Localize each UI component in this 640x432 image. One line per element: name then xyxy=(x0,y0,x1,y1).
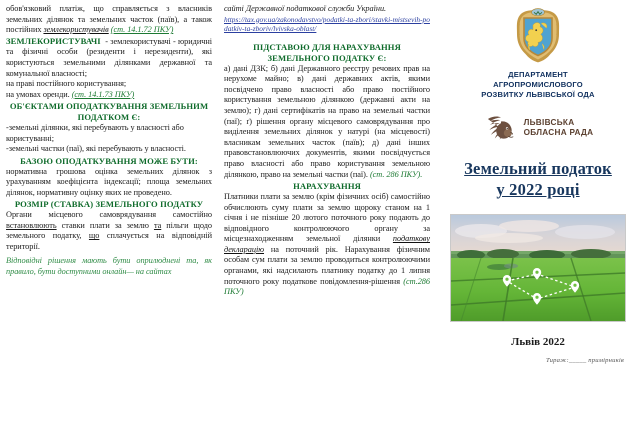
tax-declaration-link[interactable]: податкову декларацію xyxy=(224,234,430,254)
land-users-item-1: на праві постійного користування; xyxy=(6,79,127,89)
rate-text-3: пільги щодо земельного податку, xyxy=(6,220,212,241)
heading-calculation: НАРАХУВАННЯ xyxy=(293,181,361,192)
column-middle xyxy=(218,0,436,432)
column-left xyxy=(0,0,218,432)
land-users-block xyxy=(6,36,212,79)
objects-item-1: -земельні ділянки, які перебувають у власності або користуванні; xyxy=(6,122,184,143)
heading-tax-base: БАЗОЮ ОПОДАТКУВАННЯ МОЖЕ БУТИ: xyxy=(20,155,198,166)
rate-underlined-2: та xyxy=(153,220,162,230)
rate-underlined-1: встановлюють xyxy=(6,220,57,230)
intro-paragraph xyxy=(6,4,212,36)
objects-item-2: -земельні частки (паї), які перебувають у власності. xyxy=(6,144,186,154)
tax-service-url-link[interactable]: https://tax.gov.ua/zakonodavstvo/podatki-ta-zbori/stavki-mistsevih-podatkiv-ta-zboriv/lvivska-oblast/ xyxy=(224,14,430,33)
heading-objects: ОБ'ЄКТАМИ ОПОДАТКУВАННЯ ЗЕМЕЛЬНИМ ПОДАТКОМ Є: xyxy=(9,101,209,123)
print-run: Тираж:_____ примірників xyxy=(545,357,624,364)
column-right xyxy=(436,0,640,432)
city-year: Львів 2022 xyxy=(511,336,565,348)
farmland-photo xyxy=(450,214,626,322)
land-users-legal-ref: (ст. 14.1.73 ПКУ) xyxy=(71,89,135,99)
oblast-council-logo xyxy=(442,114,634,142)
oblrada-line-2: ОБЛАСНА РАДА xyxy=(523,128,594,137)
lviv-oblast-coat-of-arms-icon xyxy=(511,8,565,64)
land-users-text: - землекористувачі - юридичні та фізичні особи (резиденти і нерезиденти), які користуються земельними ділянками державної та комунальної власності; xyxy=(6,36,212,78)
site-continuation: сайті Державної податкової служби України. xyxy=(224,4,387,13)
page-title xyxy=(442,158,634,200)
oblrada-line-1: ЛЬВІВСЬКА xyxy=(523,118,575,127)
department-line-3: РОЗВИТКУ ЛЬВІВСЬКОЇ ОДА xyxy=(481,90,595,99)
basis-text: а) дані ДЗК; б) дані Державного реєстру речових прав на нерухоме майно; в) дані державних актів, якими посвідчено право власності або право постійного користування земельною ділянкою (державні акти на землю); г) дані сертифікатів на право на земельні частки (паї); ґ) рішення органу місцевого самоврядування про виділення земельних ділянок у натурі (на місцевості) власникам земельних часток (паїв); д) дані інших правовстановлюючих документів, якими посвідчується право власності або право користування земельною ділянкою, право на земельні частки (паї). xyxy=(224,63,430,179)
calc-legal-ref: (ст.286 ПКУ) xyxy=(224,276,430,297)
rate-text-4: сплачується на відповідній території. xyxy=(6,231,212,251)
department-line-2: АГРОПРОМИСЛОВОГО xyxy=(493,80,583,89)
heading-tax-rate: РОЗМІР (СТАВКА) ЗЕМЕЛЬНОГО ПОДАТКУ xyxy=(14,199,204,210)
land-users-item-2-row xyxy=(6,90,212,101)
oblast-council-text xyxy=(524,118,594,138)
land-users-link[interactable]: землекористувачів xyxy=(43,25,109,35)
calculation-text-block xyxy=(224,192,430,298)
land-users-item-2: на умовах оренди. xyxy=(6,89,70,99)
title-line-2: у 2022 році xyxy=(496,180,580,199)
rate-text-2: ставки плати за землю xyxy=(56,220,154,230)
basis-text-block xyxy=(224,64,430,181)
intro-text: обов'язковий платіж, що справляється з власників земельних ділянок та земельних часток (паїв), а також постійних xyxy=(6,4,212,35)
calc-text-1: Платники плати за землю (крім фізичних осіб) самостійно обчислюють суму плати за землю щороку станом на 1 січня і не пізніше 20 лютого поточного року подають до відповідного контролюючого органу за місцезнаходженням земельної ділянки xyxy=(224,191,430,244)
intro-legal-ref: (ст. 14.1.72 ПКУ) xyxy=(110,25,174,35)
rate-text-1: Органи місцевого самоврядування самостійно xyxy=(6,210,212,220)
calc-text-2: на поточний рік. Нарахування фізичним особам сум плати за землю проводиться контролюючими органами, які надсилають платнику податку до 1 липня поточного року податкове повідомлення-рішення xyxy=(224,244,430,286)
heading-land-users: ЗЕМЛЕКОРИСТУВАЧІ xyxy=(6,35,101,46)
rate-underlined-3: що xyxy=(88,231,100,241)
department-line-1: ДЕПАРТАМЕНТ xyxy=(508,70,568,79)
lion-head-icon xyxy=(483,114,519,142)
basis-legal-ref: (ст. 286 ПКУ). xyxy=(369,169,423,179)
tax-base-text: нормативна грошова оцінка земельних ділянок з урахуванням коефіцієнта індексації; площа земельних ділянок, нормативну оцінку яких не проведено. xyxy=(6,166,212,197)
department-title xyxy=(442,70,634,100)
publication-note: Відповідні рішення мають бути оприлюднені та, як правило, бути доступними онлайн— на сайтах xyxy=(6,256,212,277)
tax-rate-text xyxy=(6,210,212,252)
heading-basis: ПІДСТАВОЮ ДЛЯ НАРАХУВАННЯ ЗЕМЕЛЬНОГО ПОДАТКУ Є: xyxy=(253,42,401,63)
title-line-1: Земельний податок xyxy=(464,159,612,178)
